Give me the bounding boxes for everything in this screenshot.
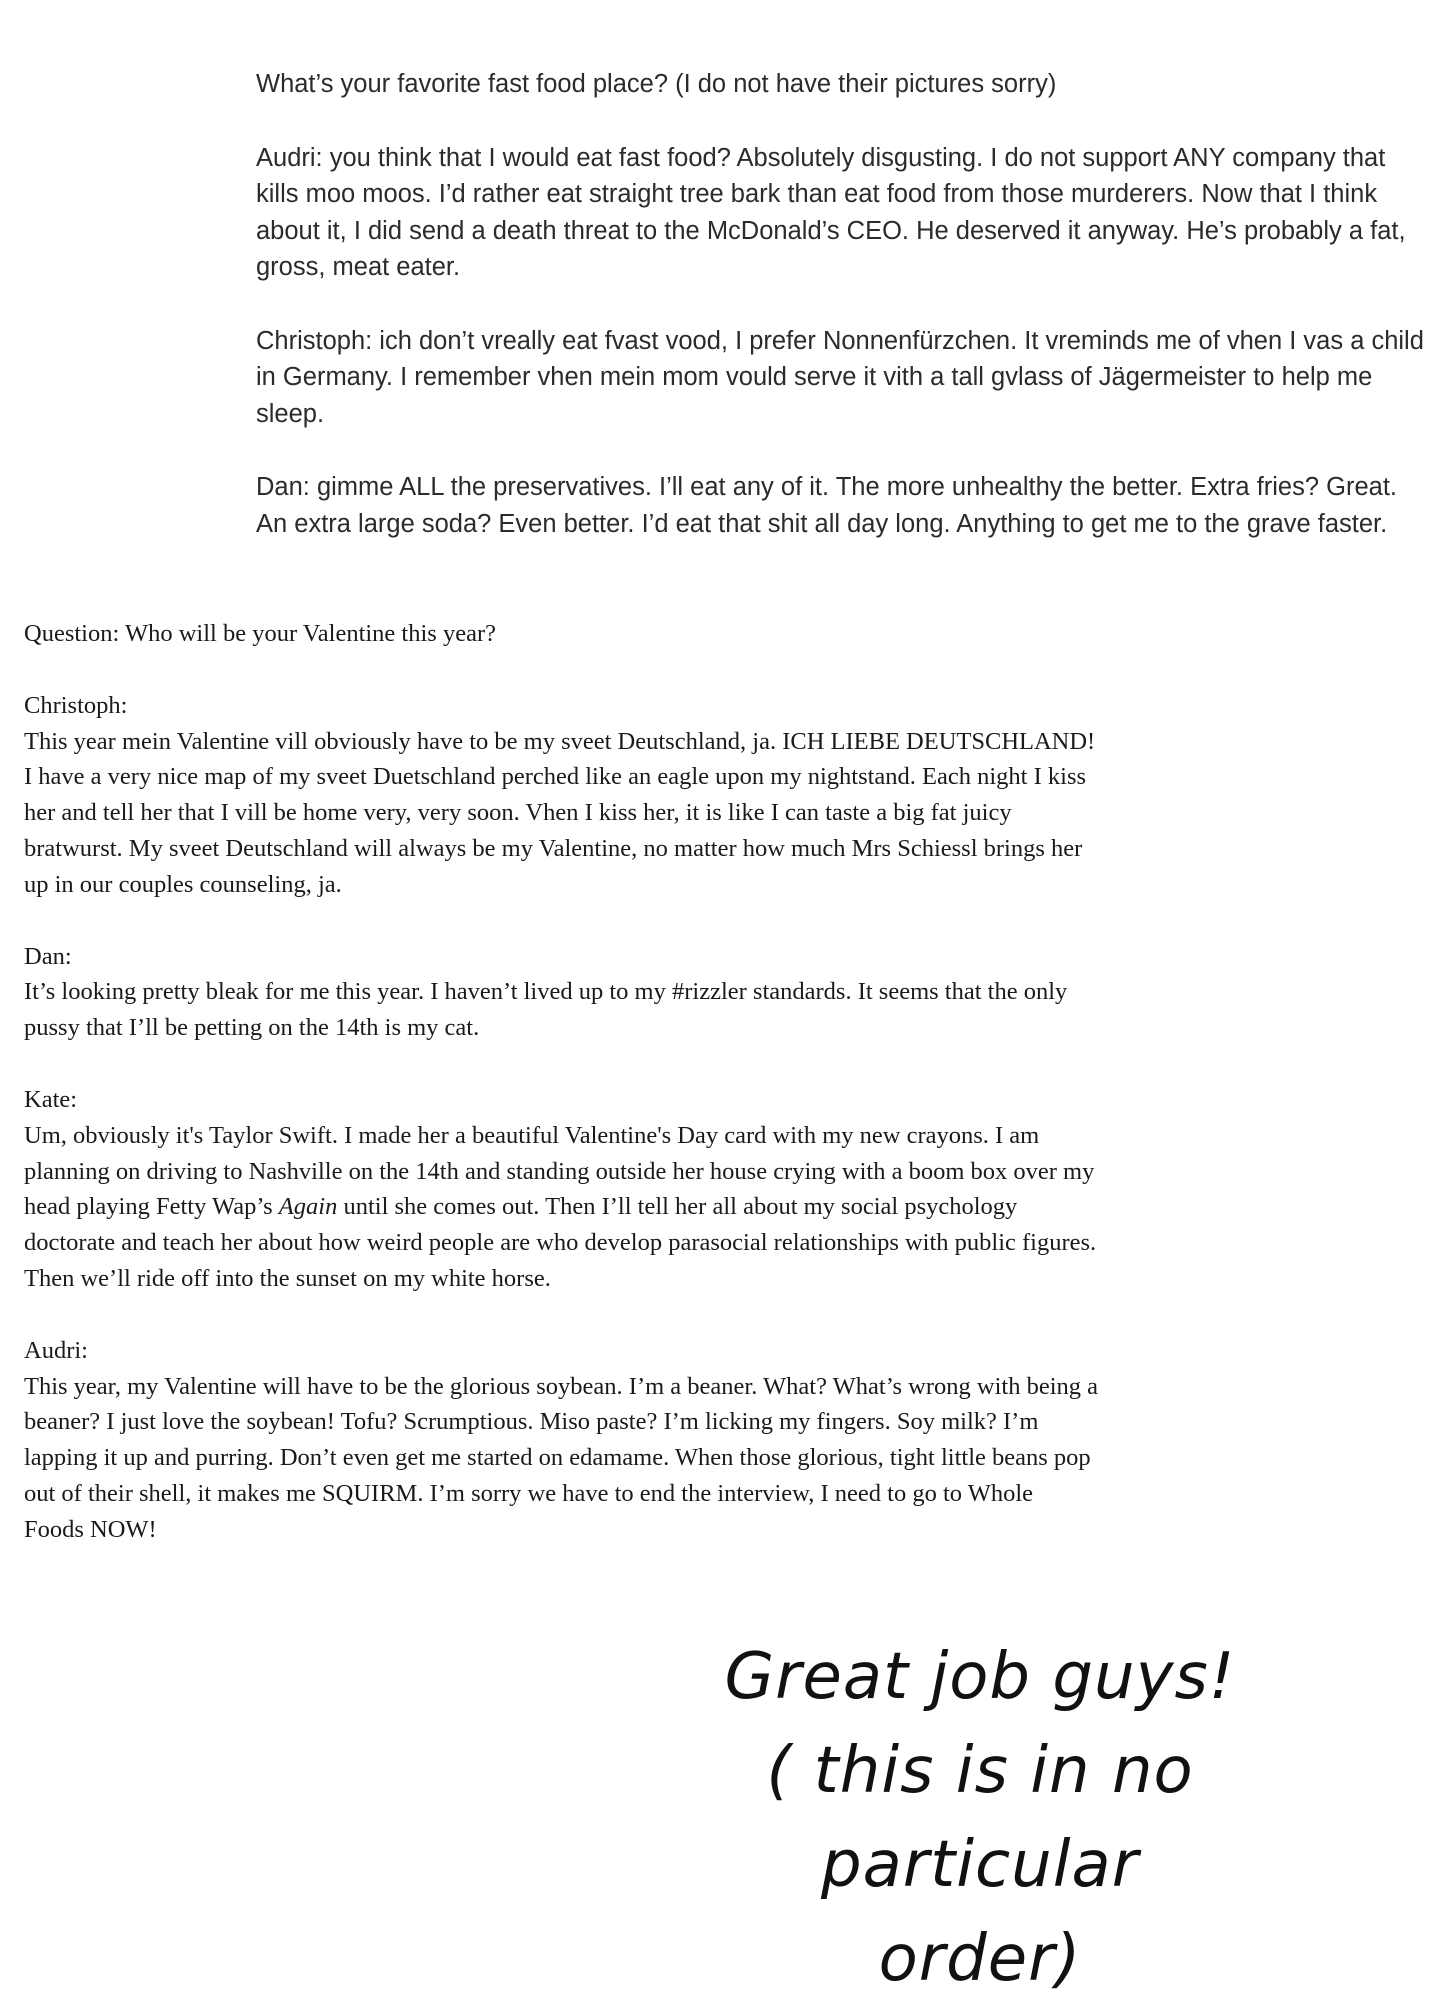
song-title: Again [278,1193,338,1221]
valentine-answer-dan [24,939,1099,1046]
answer-text-end: until she comes out. Then I’ll tell her all about my social psychology doctorate and teach her about how weird people are who develop parasocial relationships with public figures. Then we’ll ride off into the sunset on my white horse. [24,1193,1097,1292]
note-line: ( this is in no [766,1734,1194,1808]
handwritten-note [720,1630,1240,2006]
note-line: particular order) [820,1828,1140,1996]
answer-text-start: Um, obviously it's Taylor Swift. I made her a beautiful Valentine's Day card with my new crayons. I am planning on driving to Nashville on the 14th and standing outside her house crying with a boom box over my head playing Fetty Wap’s [24,1121,1095,1221]
answer-text [24,1118,1099,1297]
answer-name: Dan: [24,942,72,970]
fast-food-section [256,66,1431,579]
note-line: Great job guys! [724,1640,1236,1714]
answer-text: This year mein Valentine vill obviously have to be my sveet Deutschland, ja. ICH LIEBE DEUTSCHLAND! I have a very nice map of my sveet Duetschland perched like an eagle upon my nightstand. Each night I kiss her and tell her that I vill be home very, very soon. Vhen I kiss her, it is like I can taste a big fat juicy bratwurst. My sveet Deutschland will always be my Valentine, no matter how much Mrs Schiessl brings her up in our couples counseling, ja. [24,727,1096,898]
valentine-section [24,616,1099,1584]
answer-name: Christoph: [24,691,128,719]
answer-name: Audri: [24,1336,88,1364]
valentine-answer-audri [24,1333,1099,1548]
fast-food-answer-dan: Dan: gimme ALL the preservatives. I’ll eat any of it. The more unhealthy the better. Extra fries? Great. An extra large soda? Even better. I’d eat that shit all day long. Anything to get me to the grave faster. [256,473,1397,538]
valentine-question: Question: Who will be your Valentine this year? [24,620,496,647]
answer-text: This year, my Valentine will have to be the glorious soybean. I’m a beaner. What? What’s wrong with being a beaner? I just love the soybean! Tofu? Scrumptious. Miso paste? I’m licking my fingers. Soy milk? I’m lapping it up and purring. Don’t even get me started on edamame. When those glorious, tight little beans pop out of their shell, it makes me SQUIRM. I’m sorry we have to end the interview, I need to go to Whole Foods NOW! [24,1372,1099,1543]
valentine-answer-kate [24,1082,1099,1297]
answer-name: Kate: [24,1085,78,1113]
answer-text: It’s looking pretty bleak for me this year. I haven’t lived up to my #rizzler standards. It seems that the only pussy that I’ll be petting on the 14th is my cat. [24,978,1068,1042]
fast-food-answer-audri: Audri: you think that I would eat fast food? Absolutely disgusting. I do not support ANY company that kills moo moos. I’d rather eat straight tree bark than eat food from those murderers. Now that I think about it, I did send a death threat to the McDonald’s CEO. He deserved it anyway. He’s probably a fat, gross, meat eater. [256,143,1406,281]
fast-food-answer-christoph: Christoph: ich don’t vreally eat fvast vood, I prefer Nonnenfürzchen. It vreminds me of vhen I vas a child in Germany. I remember vhen mein mom vould serve it vith a tall gvlass of Jägermeister to help me sleep. [256,326,1424,428]
valentine-answer-christoph [24,688,1099,903]
fast-food-question: What’s your favorite fast food place? (I do not have their pictures sorry) [256,70,1057,98]
